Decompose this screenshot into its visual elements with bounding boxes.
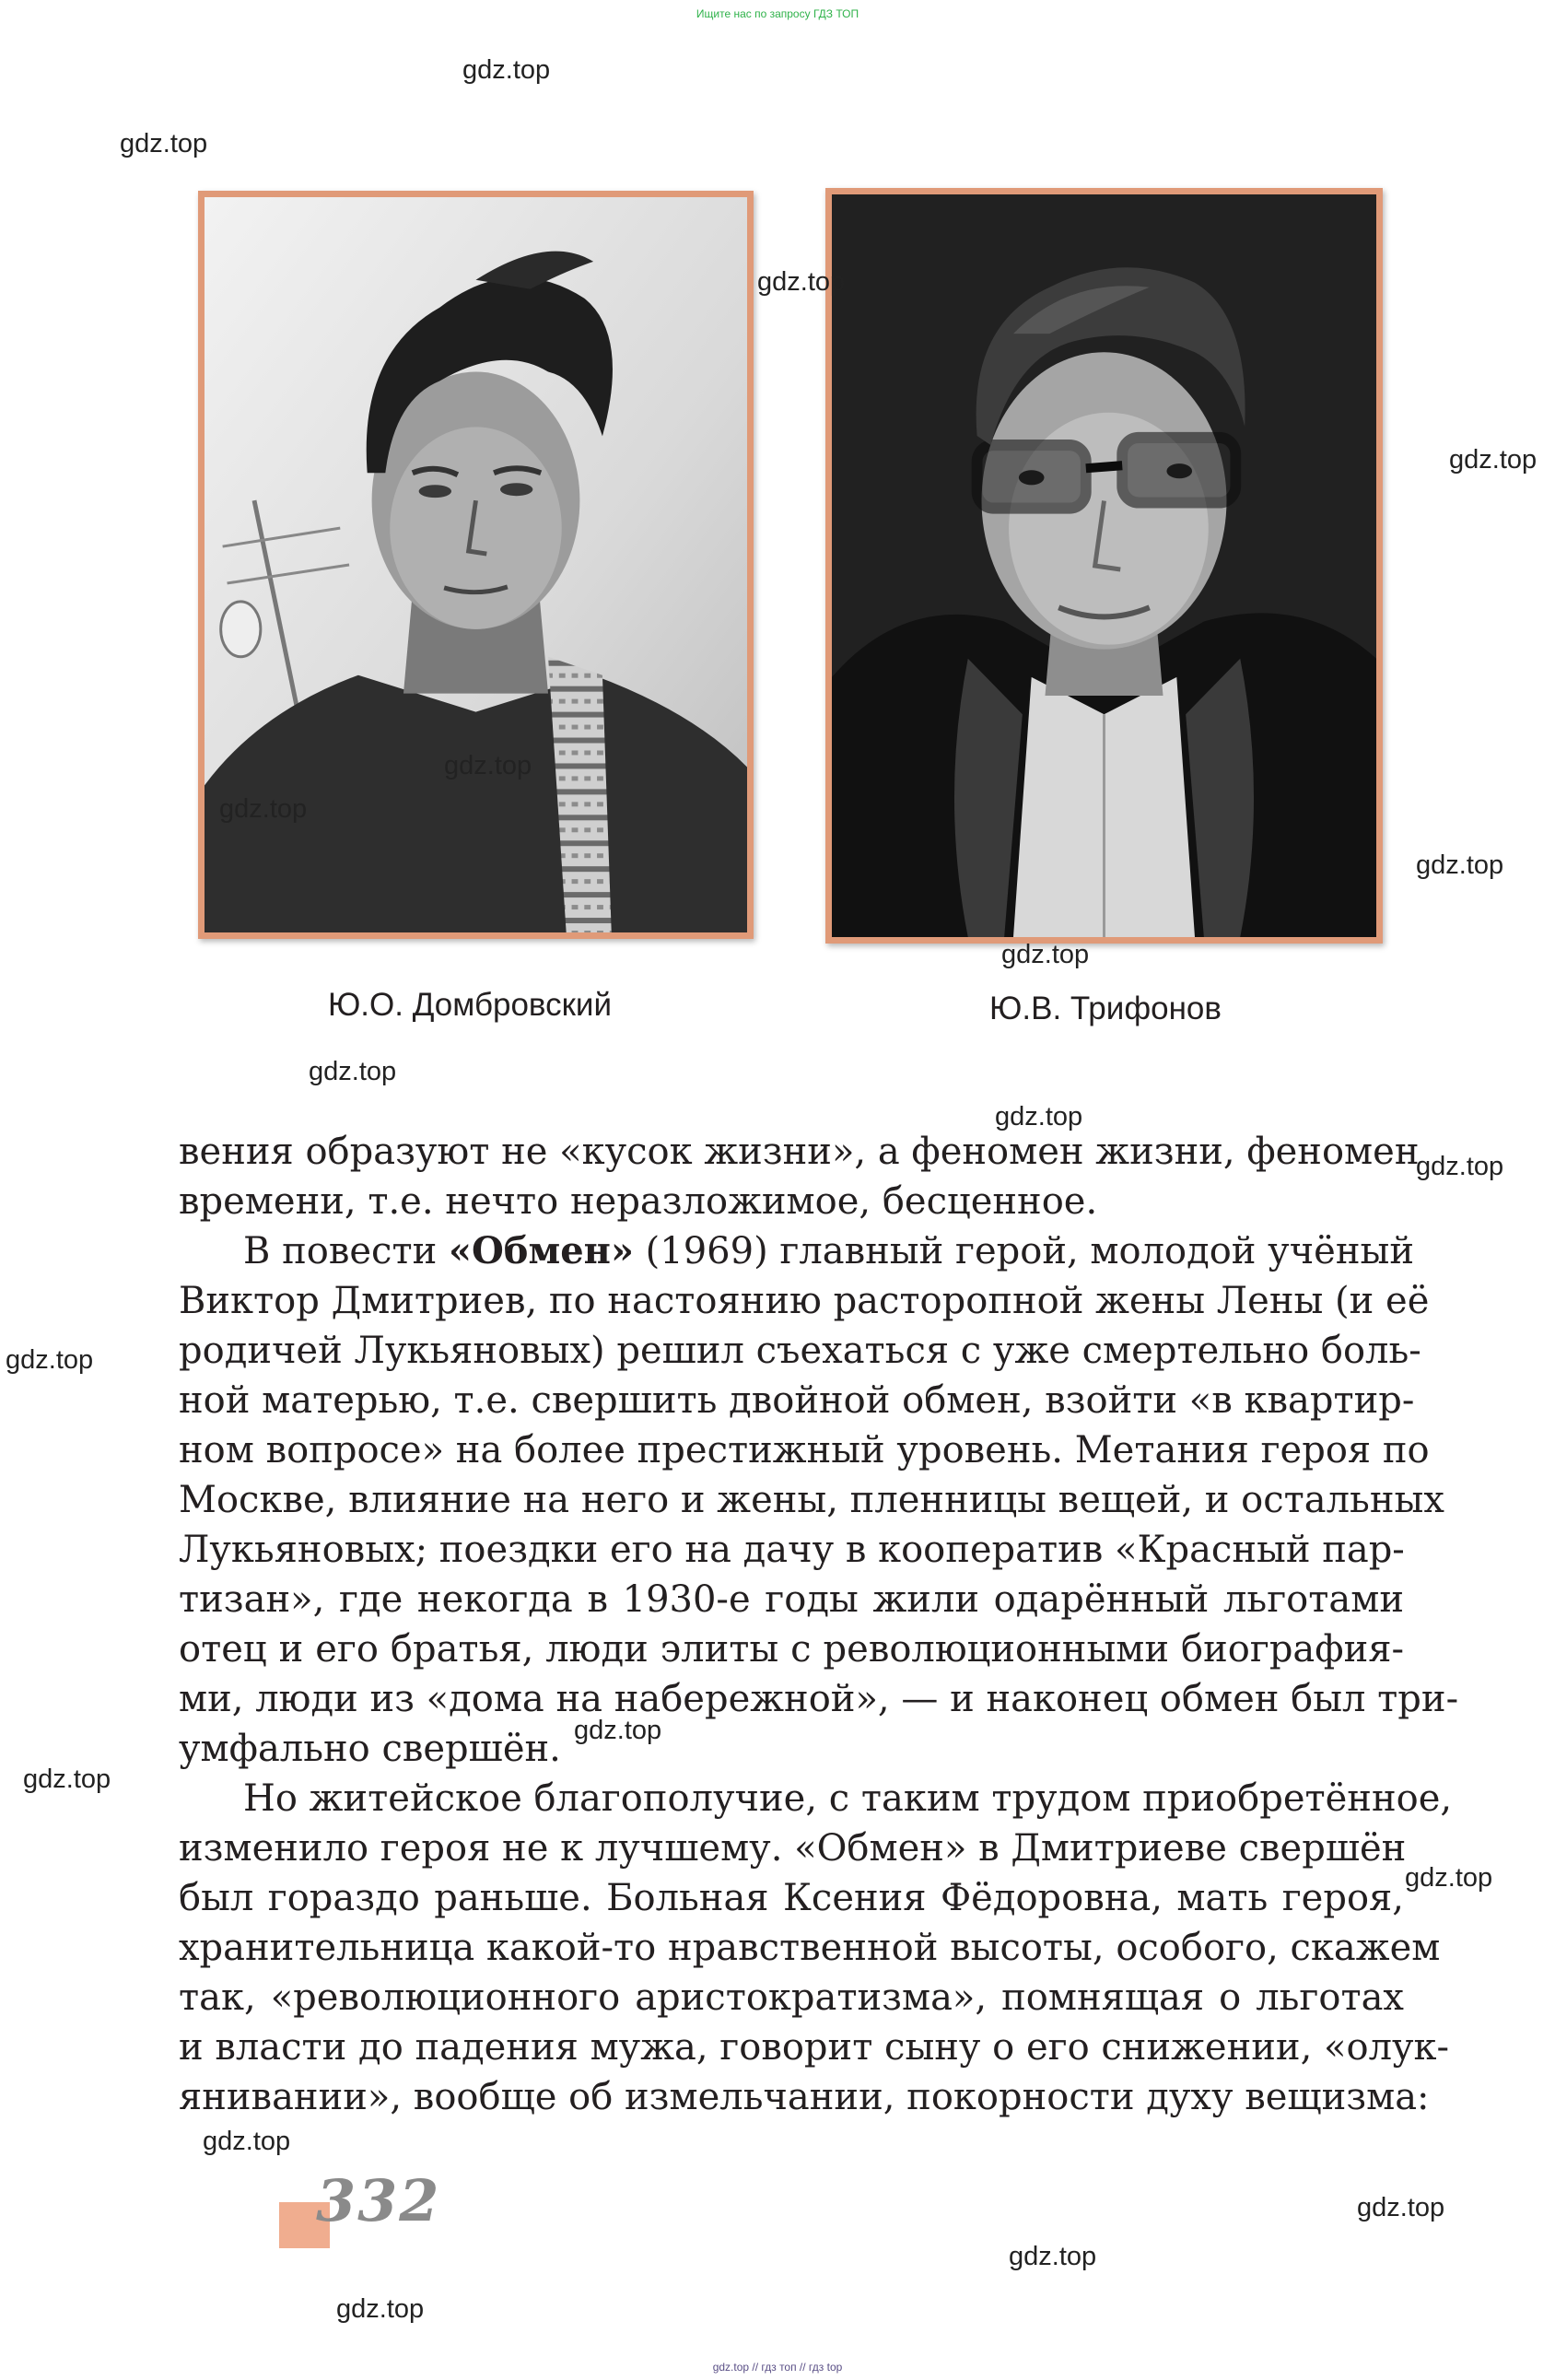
- text-line: хранительница какой-то нравственной высоты, особого, скажем: [179, 1927, 1441, 1969]
- watermark: gdz.top: [574, 1716, 662, 1745]
- watermark: gdz.top: [23, 1764, 111, 1794]
- text-line: отец и его братья, люди элиты с революционными биография-: [179, 1628, 1404, 1671]
- watermark: gdz.top: [1009, 2242, 1097, 2271]
- watermark: gdz.top: [6, 1345, 94, 1375]
- text-line: Лукьяновых; поездки его на дачу в кооператив «Красный пар-: [179, 1529, 1405, 1571]
- story-title-exchange: «Обмен»: [448, 1229, 634, 1272]
- text-line: времени, т.е. нечто неразложимое, бесценное.: [179, 1180, 1098, 1223]
- text-line: умфально свершён.: [179, 1728, 561, 1770]
- text-line: янивании», вообще об измельчании, покорности духу вещизма:: [179, 2076, 1430, 2118]
- text-line: ной матерью, т.е. свершить двойной обмен, взойти «в квартир-: [179, 1379, 1415, 1422]
- caption-trifonov: Ю.В. Трифонов: [989, 991, 1222, 1026]
- text-line: Но житейское благополучие, с таким трудом приобретённое,: [243, 1777, 1453, 1820]
- watermark: gdz.top: [1449, 445, 1537, 475]
- text-span: В повести: [243, 1230, 438, 1272]
- text-line: ми, люди из «дома на набережной», — и наконец обмен был три-: [179, 1678, 1459, 1720]
- text-line: вения образуют не «кусок жизни», а феномен жизни, феномен: [179, 1131, 1420, 1173]
- footer-note: gdz.top // гдз топ // гдз top: [712, 2361, 843, 2374]
- text-line: родичей Лукьяновых) решил съехаться с уже смертельно боль-: [179, 1330, 1421, 1372]
- watermark: gdz.top: [995, 1102, 1083, 1131]
- watermark: gdz.top: [203, 2127, 291, 2156]
- watermark: gdz.top: [757, 267, 846, 297]
- watermark: gdz.top: [120, 129, 208, 158]
- text-line: так, «революционного аристократизма», помнящая о льготах: [179, 1976, 1404, 2019]
- watermark: gdz.top: [444, 751, 532, 780]
- watermark: gdz.top: [462, 55, 551, 85]
- text-line: изменило героя не к лучшему. «Обмен» в Дмитриеве свершён: [179, 1827, 1407, 1870]
- watermark: gdz.top: [309, 1057, 397, 1086]
- text-line: был гораздо раньше. Больная Ксения Фёдоровна, мать героя,: [179, 1877, 1404, 1919]
- watermark: gdz.top: [336, 2294, 425, 2324]
- caption-dombrovsky: Ю.О. Домбровский: [327, 987, 613, 1023]
- text-line: Москве, влияние на него и жены, пленницы вещей, и остальных: [179, 1479, 1444, 1521]
- text-line: тизан», где некогда в 1930-е годы жили одарённый льготами: [179, 1578, 1404, 1621]
- text-span: (1969) главный герой, молодой учёный: [645, 1230, 1414, 1272]
- photo-dombrovsky: [198, 191, 754, 939]
- portrait-trifonov-image: [832, 194, 1376, 937]
- text-line: [179, 1226, 1414, 1276]
- watermark: gdz.top: [1405, 1863, 1493, 1893]
- watermark: gdz.top: [219, 794, 308, 824]
- photo-trifonov: [825, 188, 1383, 944]
- page-number: 332: [316, 2167, 441, 2234]
- text-line: Виктор Дмитриев, по настоянию расторопной жены Лены (и её: [179, 1280, 1430, 1322]
- text-line: и власти до падения мужа, говорит сыну о его снижении, «олук-: [179, 2026, 1450, 2069]
- watermark: gdz.top: [1416, 1152, 1504, 1181]
- text-line: ном вопросе» на более престижный уровень. Метания героя по: [179, 1429, 1430, 1471]
- watermark: gdz.top: [1001, 940, 1090, 969]
- watermark: gdz.top: [1357, 2193, 1445, 2222]
- header-note: Ищите нас по запросу ГДЗ ТОП: [696, 7, 859, 20]
- watermark: gdz.top: [1416, 850, 1504, 880]
